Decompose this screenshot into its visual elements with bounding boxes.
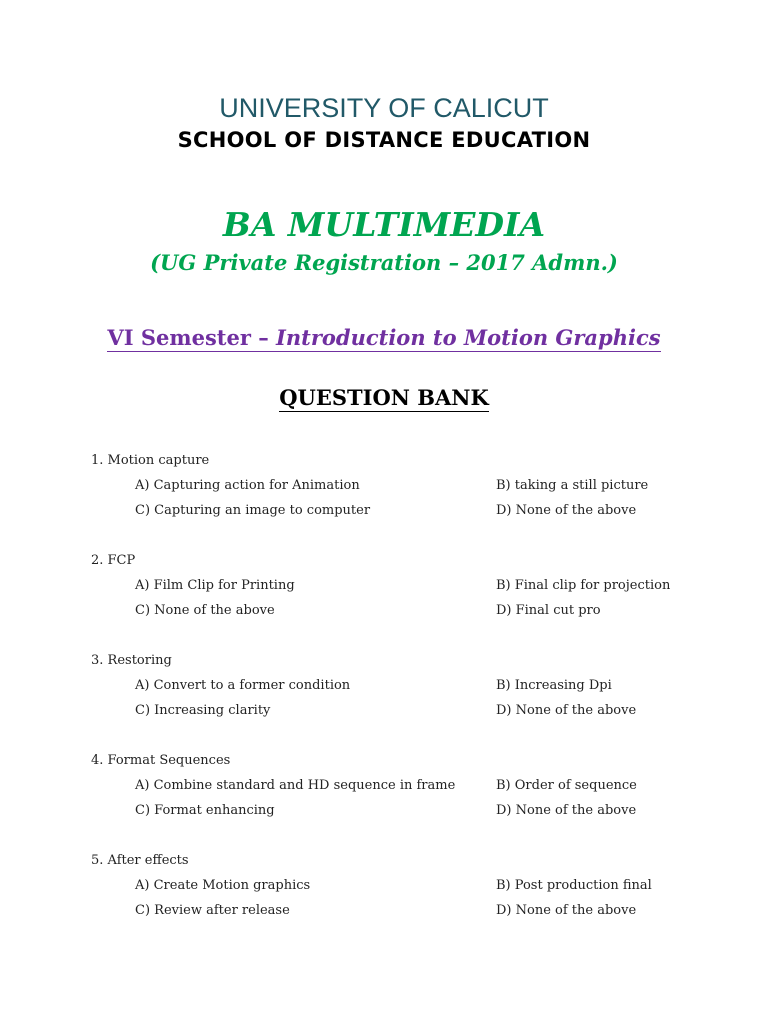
option-c: C) Review after release [135,903,290,918]
semester-label: VI Semester – [107,325,277,350]
question-bank-heading: QUESTION BANK [279,385,489,410]
program-title: BA MULTIMEDIA [222,205,546,244]
option-c: C) Format enhancing [135,803,275,818]
question-item [91,750,731,850]
option-d: D) None of the above [496,503,637,518]
question-item [91,850,731,950]
option-b: B) taking a still picture [496,478,649,493]
question-text: 3. Restoring [91,653,172,668]
university-name: UNIVERSITY OF CALICUT [219,93,549,123]
option-c: C) None of the above [135,603,275,618]
option-a: A) Convert to a former condition [135,678,351,693]
option-d: D) Final cut pro [496,603,601,618]
option-b: B) Increasing Dpi [496,678,612,693]
question-item [91,450,731,550]
option-b: B) Final clip for projection [496,578,671,593]
question-item [91,550,731,650]
option-c: C) Increasing clarity [135,703,271,718]
option-c: C) Capturing an image to computer [135,503,371,518]
option-a: A) Film Clip for Printing [135,578,295,593]
section-title [0,385,768,410]
question-text: 1. Motion capture [91,453,210,468]
course-subject: Introduction to Motion Graphics [276,325,661,350]
option-b: B) Post production final [496,878,652,893]
option-a: A) Combine standard and HD sequence in frame [135,778,456,793]
option-d: D) None of the above [496,903,637,918]
question-text: 2. FCP [91,553,136,568]
option-a: A) Create Motion graphics [135,878,311,893]
question-item [91,650,731,750]
option-b: B) Order of sequence [496,778,637,793]
option-d: D) None of the above [496,703,637,718]
option-d: D) None of the above [496,803,637,818]
question-text: 5. After effects [91,853,189,868]
school-name: SCHOOL OF DISTANCE EDUCATION [177,128,591,152]
question-text: 4. Format Sequences [91,753,231,768]
registration-subtitle: (UG Private Registration – 2017 Admn.) [150,250,618,275]
semester-course-line [0,325,768,350]
option-a: A) Capturing action for Animation [135,478,360,493]
question-list [91,450,731,950]
